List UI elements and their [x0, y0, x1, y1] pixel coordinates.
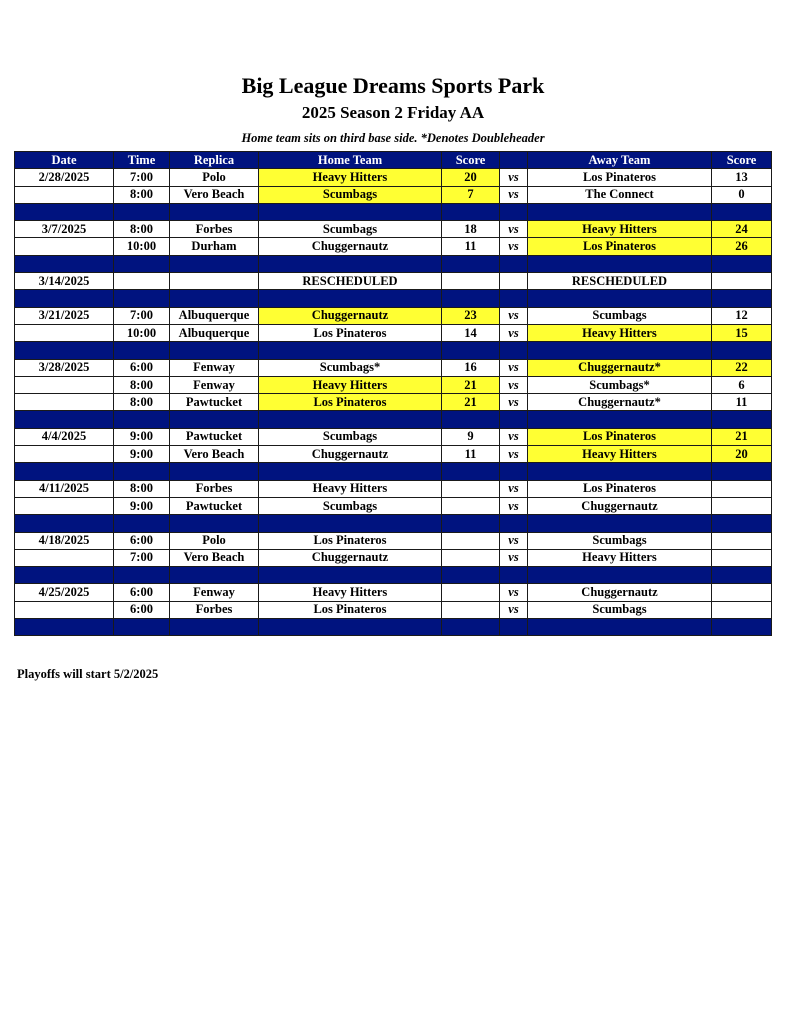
replica-cell: Polo: [170, 169, 259, 186]
game-row: [15, 532, 772, 549]
time-cell: 9:00: [114, 446, 170, 463]
away-team-cell: Chuggernautz*: [528, 394, 712, 411]
separator-row: [15, 255, 772, 272]
time-cell: 7:00: [114, 169, 170, 186]
vs-cell: vs: [500, 394, 528, 411]
separator-cell: [15, 619, 114, 636]
game-row: [15, 273, 772, 290]
away-team-cell: Scumbags*: [528, 376, 712, 393]
home-score-cell: [442, 532, 500, 549]
separator-cell: [528, 567, 712, 584]
separator-cell: [259, 619, 442, 636]
home-score-cell: 11: [442, 446, 500, 463]
game-row: [15, 186, 772, 203]
time-cell: 8:00: [114, 186, 170, 203]
away-score-cell: 11: [712, 394, 772, 411]
game-row: [15, 307, 772, 324]
time-cell: 6:00: [114, 532, 170, 549]
vs-cell: vs: [500, 497, 528, 514]
away-score-cell: 20: [712, 446, 772, 463]
home-score-cell: [442, 584, 500, 601]
replica-cell: Forbes: [170, 601, 259, 618]
separator-cell: [712, 342, 772, 359]
away-score-cell: [712, 273, 772, 290]
separator-cell: [500, 515, 528, 532]
replica-cell: Forbes: [170, 480, 259, 497]
replica-cell: Pawtucket: [170, 497, 259, 514]
home-team-cell: Los Pinateros: [259, 601, 442, 618]
home-team-cell: Chuggernautz: [259, 549, 442, 566]
home-team-cell: Chuggernautz: [259, 238, 442, 255]
separator-cell: [259, 515, 442, 532]
away-score-cell: 21: [712, 428, 772, 445]
separator-cell: [15, 411, 114, 428]
separator-cell: [259, 567, 442, 584]
separator-cell: [170, 463, 259, 480]
home-team-cell: Heavy Hitters: [259, 584, 442, 601]
separator-cell: [712, 255, 772, 272]
separator-cell: [259, 411, 442, 428]
home-score-cell: [442, 601, 500, 618]
home-team-cell: Los Pinateros: [259, 394, 442, 411]
away-score-cell: [712, 549, 772, 566]
away-score-cell: 22: [712, 359, 772, 376]
away-score-cell: 13: [712, 169, 772, 186]
separator-cell: [442, 463, 500, 480]
vs-cell: vs: [500, 549, 528, 566]
separator-cell: [712, 463, 772, 480]
vs-cell: vs: [500, 480, 528, 497]
separator-cell: [15, 203, 114, 220]
date-cell: 2/28/2025: [15, 169, 114, 186]
separator-row: [15, 203, 772, 220]
home-score-cell: 21: [442, 376, 500, 393]
separator-cell: [500, 463, 528, 480]
separator-cell: [712, 411, 772, 428]
vs-cell: vs: [500, 584, 528, 601]
game-row: [15, 549, 772, 566]
separator-cell: [259, 290, 442, 307]
time-cell: 10:00: [114, 238, 170, 255]
replica-cell: Pawtucket: [170, 428, 259, 445]
separator-row: [15, 342, 772, 359]
separator-cell: [712, 515, 772, 532]
separator-cell: [15, 515, 114, 532]
away-team-cell: Los Pinateros: [528, 169, 712, 186]
separator-cell: [15, 290, 114, 307]
vs-cell: vs: [500, 221, 528, 238]
away-team-cell: Scumbags: [528, 532, 712, 549]
replica-cell: Vero Beach: [170, 186, 259, 203]
separator-cell: [442, 203, 500, 220]
separator-cell: [114, 203, 170, 220]
home-team-cell: Scumbags: [259, 186, 442, 203]
vs-cell: vs: [500, 359, 528, 376]
home-score-cell: [442, 480, 500, 497]
away-score-cell: [712, 601, 772, 618]
separator-cell: [114, 619, 170, 636]
game-row: [15, 238, 772, 255]
separator-cell: [528, 463, 712, 480]
time-cell: 8:00: [114, 221, 170, 238]
separator-cell: [114, 463, 170, 480]
separator-cell: [170, 619, 259, 636]
page-subtitle: 2025 Season 2 Friday AA: [301, 103, 485, 122]
game-row: [15, 221, 772, 238]
away-score-cell: 6: [712, 376, 772, 393]
home-score-cell: 21: [442, 394, 500, 411]
date-cell: 4/25/2025: [15, 584, 114, 601]
separator-cell: [442, 619, 500, 636]
replica-cell: Vero Beach: [170, 446, 259, 463]
replica-cell: [170, 273, 259, 290]
date-cell: 4/18/2025: [15, 532, 114, 549]
col-vs-header: [500, 152, 528, 169]
col-home-team-header: Home Team: [259, 152, 442, 169]
time-cell: 10:00: [114, 324, 170, 341]
separator-cell: [712, 567, 772, 584]
time-cell: 6:00: [114, 584, 170, 601]
schedule-body: [15, 169, 772, 636]
home-team-cell: Chuggernautz: [259, 307, 442, 324]
vs-cell: vs: [500, 238, 528, 255]
time-cell: 9:00: [114, 428, 170, 445]
separator-cell: [114, 411, 170, 428]
separator-cell: [500, 619, 528, 636]
separator-cell: [442, 290, 500, 307]
vs-cell: vs: [500, 324, 528, 341]
home-team-cell: Scumbags: [259, 221, 442, 238]
replica-cell: Fenway: [170, 376, 259, 393]
separator-cell: [528, 411, 712, 428]
separator-cell: [528, 255, 712, 272]
home-score-cell: [442, 273, 500, 290]
separator-cell: [170, 255, 259, 272]
away-score-cell: 12: [712, 307, 772, 324]
away-team-cell: Scumbags: [528, 601, 712, 618]
away-team-cell: Heavy Hitters: [528, 324, 712, 341]
home-score-cell: 14: [442, 324, 500, 341]
separator-cell: [15, 255, 114, 272]
away-score-cell: [712, 532, 772, 549]
home-score-cell: 11: [442, 238, 500, 255]
home-team-cell: Los Pinateros: [259, 324, 442, 341]
home-score-cell: 20: [442, 169, 500, 186]
separator-cell: [500, 290, 528, 307]
replica-cell: Vero Beach: [170, 549, 259, 566]
replica-cell: Forbes: [170, 221, 259, 238]
separator-cell: [528, 342, 712, 359]
away-team-cell: Scumbags: [528, 307, 712, 324]
home-score-cell: 7: [442, 186, 500, 203]
replica-cell: Fenway: [170, 584, 259, 601]
separator-cell: [114, 515, 170, 532]
separator-cell: [712, 619, 772, 636]
separator-cell: [114, 290, 170, 307]
separator-cell: [442, 255, 500, 272]
date-cell: [15, 394, 114, 411]
away-team-cell: Los Pinateros: [528, 428, 712, 445]
separator-cell: [259, 342, 442, 359]
date-cell: 4/11/2025: [15, 480, 114, 497]
home-score-cell: 18: [442, 221, 500, 238]
home-team-cell: Heavy Hitters: [259, 480, 442, 497]
game-row: [15, 601, 772, 618]
date-cell: [15, 324, 114, 341]
separator-cell: [500, 567, 528, 584]
vs-cell: vs: [500, 446, 528, 463]
away-score-cell: [712, 584, 772, 601]
separator-cell: [528, 515, 712, 532]
separator-cell: [259, 463, 442, 480]
separator-cell: [442, 411, 500, 428]
separator-cell: [500, 342, 528, 359]
page-title: Big League Dreams Sports Park: [241, 73, 545, 98]
game-row: [15, 169, 772, 186]
away-team-cell: Chuggernautz: [528, 497, 712, 514]
separator-cell: [170, 515, 259, 532]
away-score-cell: 26: [712, 238, 772, 255]
away-team-cell: The Connect: [528, 186, 712, 203]
home-score-cell: [442, 497, 500, 514]
replica-cell: Pawtucket: [170, 394, 259, 411]
away-team-cell: Los Pinateros: [528, 480, 712, 497]
home-score-cell: 9: [442, 428, 500, 445]
date-cell: [15, 446, 114, 463]
header-row: [15, 152, 772, 169]
game-row: [15, 446, 772, 463]
home-score-cell: 16: [442, 359, 500, 376]
time-cell: [114, 273, 170, 290]
home-team-cell: Scumbags*: [259, 359, 442, 376]
playoffs-note: Playoffs will start 5/2/2025: [17, 667, 159, 681]
home-team-cell: Heavy Hitters: [259, 376, 442, 393]
separator-cell: [114, 567, 170, 584]
separator-cell: [528, 290, 712, 307]
schedule-note: Home team sits on third base side. *Denotes Doubleheader: [241, 131, 545, 145]
vs-cell: [500, 273, 528, 290]
col-replica-header: Replica: [170, 152, 259, 169]
separator-cell: [114, 342, 170, 359]
time-cell: 7:00: [114, 307, 170, 324]
time-cell: 8:00: [114, 376, 170, 393]
separator-cell: [500, 203, 528, 220]
time-cell: 8:00: [114, 480, 170, 497]
time-cell: 6:00: [114, 601, 170, 618]
date-cell: [15, 601, 114, 618]
separator-cell: [15, 463, 114, 480]
time-cell: 7:00: [114, 549, 170, 566]
away-team-cell: RESCHEDULED: [528, 273, 712, 290]
game-row: [15, 324, 772, 341]
game-row: [15, 428, 772, 445]
col-away-score-header: Score: [712, 152, 772, 169]
separator-cell: [170, 567, 259, 584]
time-cell: 8:00: [114, 394, 170, 411]
col-home-score-header: Score: [442, 152, 500, 169]
separator-row: [15, 567, 772, 584]
col-date-header: Date: [15, 152, 114, 169]
home-team-cell: Los Pinateros: [259, 532, 442, 549]
away-score-cell: 24: [712, 221, 772, 238]
replica-cell: Durham: [170, 238, 259, 255]
col-time-header: Time: [114, 152, 170, 169]
away-team-cell: Chuggernautz*: [528, 359, 712, 376]
home-team-cell: Heavy Hitters: [259, 169, 442, 186]
vs-cell: vs: [500, 428, 528, 445]
separator-cell: [500, 255, 528, 272]
vs-cell: vs: [500, 376, 528, 393]
separator-cell: [500, 411, 528, 428]
separator-cell: [442, 342, 500, 359]
separator-cell: [15, 342, 114, 359]
date-cell: [15, 186, 114, 203]
separator-cell: [15, 567, 114, 584]
separator-cell: [712, 203, 772, 220]
home-team-cell: RESCHEDULED: [259, 273, 442, 290]
time-cell: 6:00: [114, 359, 170, 376]
separator-row: [15, 411, 772, 428]
date-cell: [15, 549, 114, 566]
separator-cell: [442, 567, 500, 584]
date-cell: [15, 497, 114, 514]
separator-cell: [259, 255, 442, 272]
separator-cell: [712, 290, 772, 307]
vs-cell: vs: [500, 169, 528, 186]
away-score-cell: [712, 480, 772, 497]
separator-cell: [528, 203, 712, 220]
separator-row: [15, 515, 772, 532]
home-team-cell: Scumbags: [259, 428, 442, 445]
date-cell: [15, 376, 114, 393]
date-cell: 4/4/2025: [15, 428, 114, 445]
schedule-table: [14, 151, 772, 636]
date-cell: 3/21/2025: [15, 307, 114, 324]
vs-cell: vs: [500, 307, 528, 324]
date-cell: 3/28/2025: [15, 359, 114, 376]
replica-cell: Albuquerque: [170, 324, 259, 341]
game-row: [15, 376, 772, 393]
separator-cell: [114, 255, 170, 272]
vs-cell: vs: [500, 532, 528, 549]
col-away-team-header: Away Team: [528, 152, 712, 169]
home-score-cell: 23: [442, 307, 500, 324]
date-cell: 3/14/2025: [15, 273, 114, 290]
date-cell: [15, 238, 114, 255]
replica-cell: Polo: [170, 532, 259, 549]
replica-cell: Fenway: [170, 359, 259, 376]
away-team-cell: Heavy Hitters: [528, 446, 712, 463]
separator-cell: [442, 515, 500, 532]
game-row: [15, 497, 772, 514]
home-team-cell: Chuggernautz: [259, 446, 442, 463]
separator-cell: [528, 619, 712, 636]
home-score-cell: [442, 549, 500, 566]
separator-cell: [170, 411, 259, 428]
away-team-cell: Heavy Hitters: [528, 221, 712, 238]
away-score-cell: [712, 497, 772, 514]
separator-cell: [170, 203, 259, 220]
away-score-cell: 15: [712, 324, 772, 341]
vs-cell: vs: [500, 186, 528, 203]
time-cell: 9:00: [114, 497, 170, 514]
separator-cell: [259, 203, 442, 220]
separator-row: [15, 463, 772, 480]
separator-row: [15, 290, 772, 307]
away-score-cell: 0: [712, 186, 772, 203]
replica-cell: Albuquerque: [170, 307, 259, 324]
date-cell: 3/7/2025: [15, 221, 114, 238]
away-team-cell: Chuggernautz: [528, 584, 712, 601]
separator-cell: [170, 290, 259, 307]
vs-cell: vs: [500, 601, 528, 618]
game-row: [15, 480, 772, 497]
home-team-cell: Scumbags: [259, 497, 442, 514]
game-row: [15, 394, 772, 411]
game-row: [15, 584, 772, 601]
away-team-cell: Heavy Hitters: [528, 549, 712, 566]
separator-cell: [170, 342, 259, 359]
away-team-cell: Los Pinateros: [528, 238, 712, 255]
separator-row: [15, 619, 772, 636]
game-row: [15, 359, 772, 376]
